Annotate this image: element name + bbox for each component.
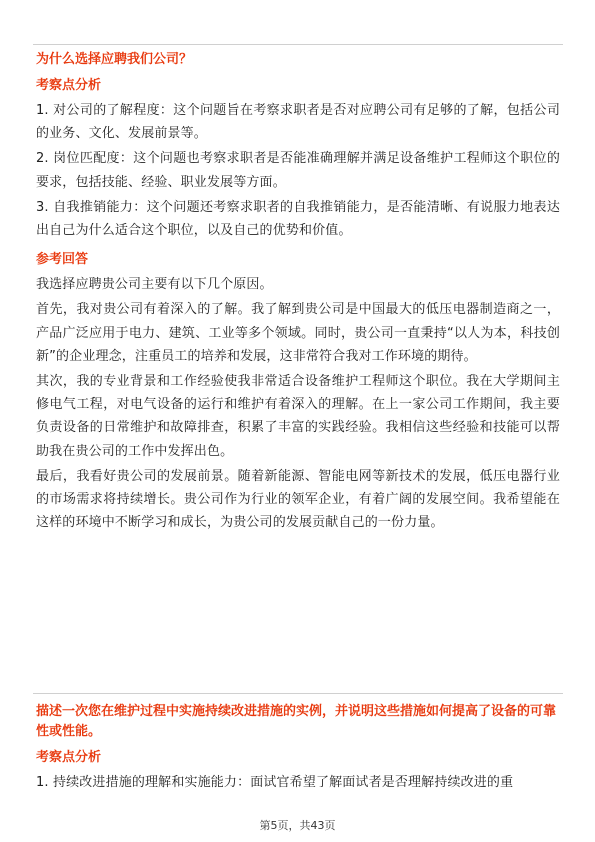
analysis-heading: 考察点分析 <box>36 78 102 93</box>
section-1 <box>36 50 560 536</box>
section-divider <box>33 693 563 694</box>
analysis-point: 2. 岗位匹配度：这个问题也考察求职者是否能准确理解并满足设备维护工程师这个职位的要求，包括技能、经验、职业发展等方面。 <box>36 151 560 190</box>
answer-paragraph: 首先，我对贵公司有着深入的了解。我了解到贵公司是中国最大的低压电器制造商之一，产品广泛应用于电力、建筑、工业等多个领域。同时，贵公司一直秉持“以人为本，科技创新”的企业理念，注重员工的培养和发展，这非常符合我对工作环境的期待。 <box>36 302 560 364</box>
question-title: 为什么选择应聘我们公司？ <box>36 52 193 67</box>
page-number: 第5页，共43页 <box>259 819 336 832</box>
top-divider <box>33 44 563 45</box>
analysis-point: 1. 对公司的了解程度：这个问题旨在考察求职者是否对应聘公司有足够的了解，包括公司的业务、文化、发展前景等。 <box>36 103 560 142</box>
answer-paragraph: 其次，我的专业背景和工作经验使我非常适合设备维护工程师这个职位。我在大学期间主修电气工程，对电气设备的运行和维护有着深入的理解。在上一家公司工作期间，我主要负责设备的日常维护和故障排查，积累了丰富的实践经验。我相信这些经验和技能可以帮助我在贵公司的工作中发挥出色。 <box>36 374 560 459</box>
answer-paragraph: 我选择应聘贵公司主要有以下几个原因。 <box>36 277 273 293</box>
section-2 <box>36 702 560 796</box>
analysis-point: 1. 持续改进措施的理解和实施能力：面试官希望了解面试者是否理解持续改进的重 <box>36 775 514 790</box>
answer-paragraph: 最后，我看好贵公司的发展前景。随着新能源、智能电网等新技术的发展，低压电器行业的市场需求将持续增长。贵公司作为行业的领军企业，有着广阔的发展空间。我希望能在这样的环境中不断学习和成长，为贵公司的发展贡献自己的一份力量。 <box>36 468 560 531</box>
analysis-heading: 考察点分析 <box>36 750 102 765</box>
analysis-point: 3. 自我推销能力：这个问题还考察求职者的自我推销能力，是否能清晰、有说服力地表达出自己为什么适合这个职位，以及自己的优势和价值。 <box>36 199 560 239</box>
answer-heading: 参考回答 <box>36 252 89 268</box>
question-title: 描述一次您在维护过程中实施持续改进措施的实例，并说明这些措施如何提高了设备的可靠性或性能。 <box>36 704 557 739</box>
